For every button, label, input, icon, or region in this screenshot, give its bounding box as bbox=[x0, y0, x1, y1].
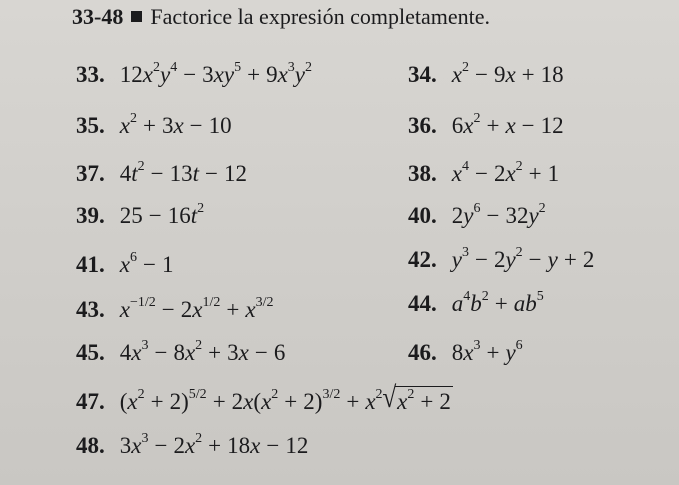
exercise-expression: $(x^2 + 2)^{5/2} + 2x(x^2 + 2)^{3/2} + x^2√x^2 + 2$ bbox=[119, 381, 451, 414]
exercise-expression: $x^2 + 3x - 10$ bbox=[119, 111, 232, 138]
exercise-number: 41. bbox=[76, 252, 105, 277]
exercise-46 bbox=[408, 340, 523, 366]
exercise-number: 33. bbox=[76, 62, 105, 87]
exercise-expression: $x^2 - 9x + 18$ bbox=[451, 60, 564, 87]
exercise-45 bbox=[76, 340, 285, 366]
exercise-number: 46. bbox=[408, 340, 437, 365]
exercise-expression: $4x^3 - 8x^2 + 3x - 6$ bbox=[119, 338, 286, 365]
exercise-41 bbox=[76, 252, 173, 278]
exercise-number: 35. bbox=[76, 113, 105, 138]
exercise-range: 33-48 bbox=[72, 4, 124, 29]
exercise-33 bbox=[76, 62, 312, 88]
exercise-36 bbox=[408, 113, 564, 139]
exercise-number: 34. bbox=[408, 62, 437, 87]
exercise-expression: $25 - 16t^2$ bbox=[119, 201, 205, 228]
exercise-expression: $x^6 - 1$ bbox=[119, 250, 174, 277]
exercise-expression: $3x^3 - 2x^2 + 18x - 12$ bbox=[119, 431, 309, 458]
exercise-38 bbox=[408, 161, 559, 187]
exercise-47 bbox=[76, 381, 453, 415]
bullet-square-icon bbox=[131, 11, 142, 22]
exercise-48 bbox=[76, 433, 308, 459]
exercise-expression: $6x^2 + x - 12$ bbox=[451, 111, 564, 138]
exercise-number: 45. bbox=[76, 340, 105, 365]
exercise-34 bbox=[408, 62, 564, 88]
exercise-number: 40. bbox=[408, 203, 437, 228]
exercise-expression: $2y^6 - 32y^2$ bbox=[451, 201, 546, 228]
exercise-number: 39. bbox=[76, 203, 105, 228]
exercise-expression: $y^3 - 2y^2 - y + 2$ bbox=[451, 245, 595, 272]
square-root-icon: $√x^2 + 2$ bbox=[381, 381, 451, 414]
exercise-expression: $x^{-1/2} - 2x^{1/2} + x^{3/2}$ bbox=[119, 295, 274, 322]
exercise-header bbox=[72, 4, 490, 30]
exercise-expression: $4t^2 - 13t - 12$ bbox=[119, 159, 247, 186]
exercise-43 bbox=[76, 297, 273, 323]
exercise-39 bbox=[76, 203, 204, 229]
exercise-number: 43. bbox=[76, 297, 105, 322]
exercise-expression: $8x^3 + y^6$ bbox=[451, 338, 523, 365]
exercise-35 bbox=[76, 113, 232, 139]
exercise-44 bbox=[408, 291, 544, 317]
exercise-number: 44. bbox=[408, 291, 437, 316]
exercise-40 bbox=[408, 203, 546, 229]
exercise-number: 38. bbox=[408, 161, 437, 186]
exercise-number: 37. bbox=[76, 161, 105, 186]
exercise-number: 48. bbox=[76, 433, 105, 458]
exercise-number: 42. bbox=[408, 247, 437, 272]
exercise-expression: $x^4 - 2x^2 + 1$ bbox=[451, 159, 560, 186]
exercise-37 bbox=[76, 161, 247, 187]
exercise-number: 47. bbox=[76, 389, 105, 414]
exercise-42 bbox=[408, 247, 594, 273]
exercise-number: 36. bbox=[408, 113, 437, 138]
exercise-expression: $12x^2y^4 - 3xy^5 + 9x^3y^2$ bbox=[119, 60, 313, 87]
exercise-instruction: Factorice la expresión completamente. bbox=[150, 4, 490, 29]
exercise-expression: $a^4b^2 + ab^5$ bbox=[451, 289, 544, 316]
